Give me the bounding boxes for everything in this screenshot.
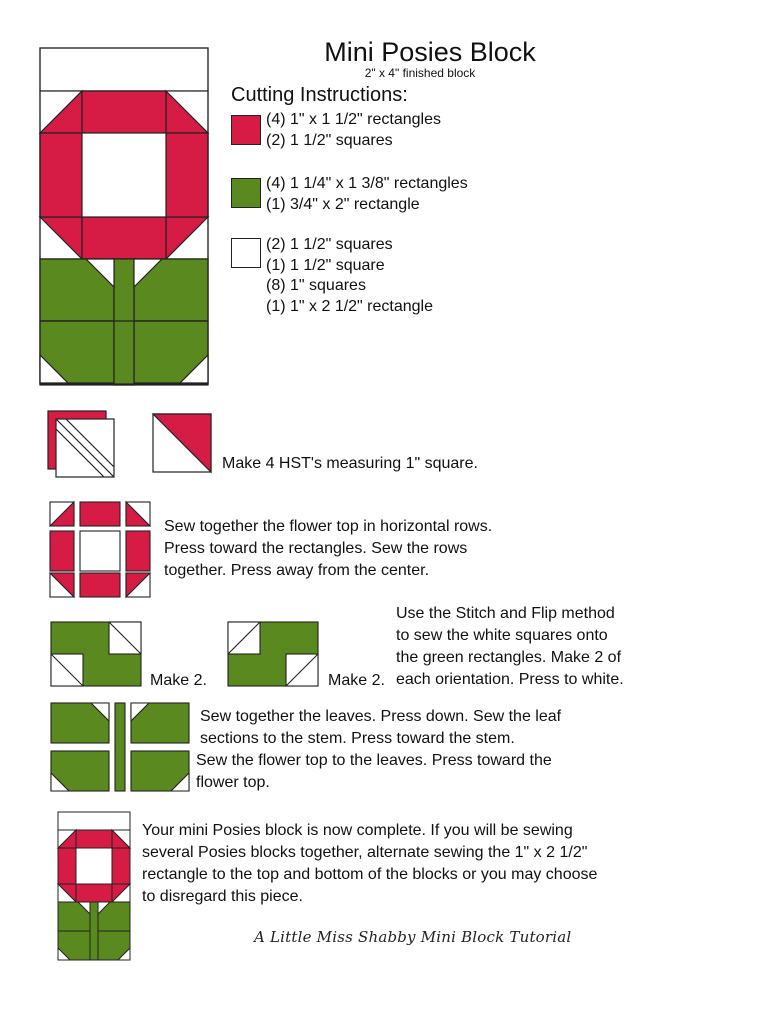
cut-line: (4) 1" x 1 1/2" rectangles <box>266 111 441 128</box>
cut-line: (1) 3/4" x 2" rectangle <box>266 195 420 213</box>
block-diagram-small <box>58 812 132 962</box>
step-leaves-text <box>200 706 561 750</box>
make-two-label-left: Make 2. <box>150 672 207 689</box>
step-complete-text <box>142 820 597 908</box>
page-subtitle: 2" x 4" finished block <box>364 66 476 80</box>
cut-line: (2) 1 1/2" squares <box>266 131 393 149</box>
cut-line: (1) 1 1/2" square <box>266 256 385 274</box>
footer-signature: A Little Miss Shabby Mini Block Tutorial <box>254 928 572 946</box>
white-cut-list <box>266 235 433 317</box>
cut-line: (8) 1" squares <box>266 277 366 294</box>
step-line: Press toward the rectangles. Sew the rows <box>164 540 468 557</box>
step-line: to sew the white squares onto <box>396 627 608 644</box>
step-flower-top-text <box>164 516 492 582</box>
make-two-label-right: Make 2. <box>328 672 385 689</box>
white-fabric-swatch <box>231 238 261 268</box>
hst-layered-squares-diagram <box>48 411 118 481</box>
red-fabric-swatch <box>231 115 261 145</box>
step-line: sections to the stem. Press toward the stem. <box>200 730 515 747</box>
step-line: each orientation. Press to white. <box>396 671 624 688</box>
step-line: Sew the flower top to the leaves. Press toward the <box>196 752 552 769</box>
step-stitch-flip-text <box>396 603 624 691</box>
leaves-exploded-diagram <box>51 703 191 793</box>
block-diagram-large <box>40 48 210 385</box>
stitch-flip-diagram-right <box>228 622 320 688</box>
step-line: Your mini Posies block is now complete. If you will be sewing <box>142 822 573 839</box>
green-cut-list <box>266 174 468 215</box>
flower-top-exploded-diagram <box>49 501 153 597</box>
step-line: rectangle to the top and bottom of the blocks or you may choose <box>142 866 598 883</box>
step-line: the green rectangles. Make 2 of <box>396 649 622 666</box>
step-line: Use the Stitch and Flip method <box>396 605 615 622</box>
cutting-heading: Cutting Instructions: <box>231 84 408 106</box>
page-title: Mini Posies Block <box>324 37 536 67</box>
step-line: flower top. <box>196 774 270 791</box>
stitch-flip-diagram-left <box>51 622 143 688</box>
step-line: Sew together the flower top in horizontal rows. <box>164 518 493 535</box>
step-line: Sew together the leaves. Press down. Sew the leaf <box>200 708 562 725</box>
step-flower-to-leaves-text <box>196 750 552 794</box>
hst-finished-diagram <box>153 414 213 474</box>
cut-line: (1) 1" x 2 1/2" rectangle <box>266 297 433 315</box>
step-line: together. Press away from the center. <box>164 562 430 579</box>
cut-line: (4) 1 1/4" x 1 3/8" rectangles <box>266 175 468 192</box>
green-fabric-swatch <box>231 178 261 208</box>
red-cut-list <box>266 110 441 151</box>
step-line: to disregard this piece. <box>142 888 303 905</box>
cut-line: (2) 1 1/2" squares <box>266 236 393 253</box>
step-hst-text: Make 4 HST's measuring 1" square. <box>222 455 478 472</box>
step-line: several Posies blocks together, alternate sewing the 1" x 2 1/2" <box>142 844 588 861</box>
